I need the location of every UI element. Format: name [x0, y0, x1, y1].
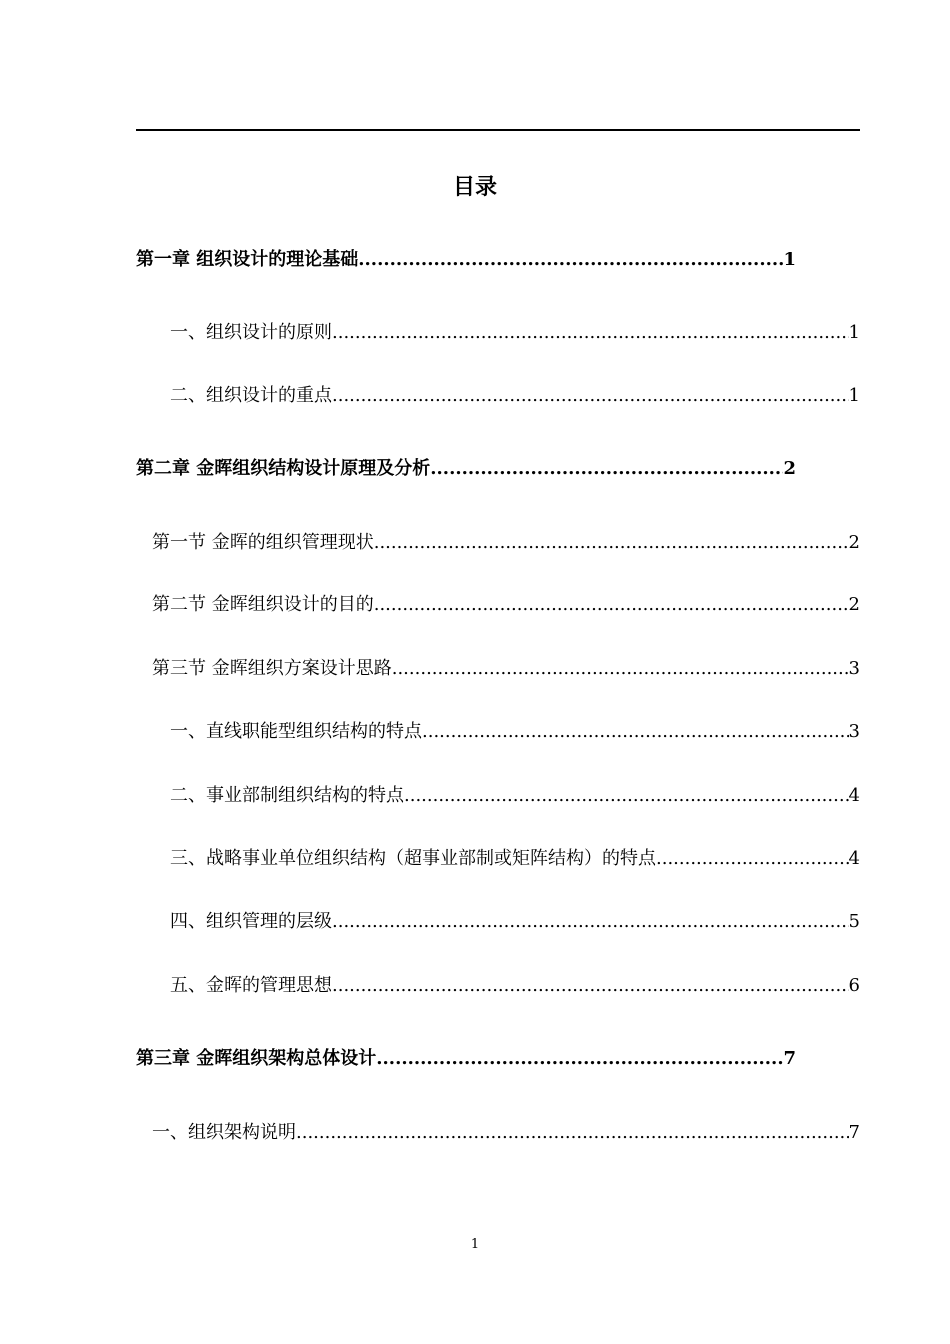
toc-entry-text: 二、组织设计的重点 — [170, 385, 332, 406]
leader-dots — [392, 656, 849, 682]
toc-entry[interactable] — [170, 320, 860, 346]
leader-dots — [332, 320, 849, 346]
leader-dots — [332, 909, 849, 935]
leader-dots — [430, 456, 783, 482]
toc-section[interactable] — [152, 592, 860, 618]
toc-entry-text: 第二节 金晖组织设计的目的 — [152, 594, 374, 615]
toc-entry[interactable] — [152, 1120, 860, 1146]
toc-entry-text: 一、直线职能型组织结构的特点 — [170, 721, 422, 742]
leader-dots — [404, 783, 849, 809]
header-rule — [136, 129, 860, 131]
toc-entry-text: 四、组织管理的层级 — [170, 911, 332, 932]
toc-entry[interactable] — [170, 846, 860, 872]
toc-page-number: 7 — [848, 1122, 860, 1143]
leader-dots — [376, 1046, 783, 1072]
leader-dots — [422, 719, 849, 745]
page-title: 目录 — [452, 175, 497, 200]
toc-page-number: 4 — [848, 848, 860, 869]
toc-page-number: 1 — [783, 249, 796, 270]
toc-entry-text: 第一章 组织设计的理论基础 — [136, 249, 359, 270]
toc-entry-text: 第二章 金晖组织结构设计原理及分析 — [136, 458, 431, 479]
leader-dots — [332, 383, 849, 409]
toc-chapter-2[interactable] — [136, 456, 796, 482]
toc-page-number: 5 — [848, 911, 860, 932]
toc-entry[interactable] — [170, 783, 860, 809]
toc-page-number: 1 — [848, 322, 860, 343]
leader-dots — [358, 247, 783, 273]
toc-entry-text: 第一节 金晖的组织管理现状 — [152, 532, 374, 553]
toc-page-number: 2 — [848, 532, 860, 553]
toc-section[interactable] — [152, 530, 860, 556]
toc-entry[interactable] — [170, 383, 860, 409]
toc-entry-text: 三、战略事业单位组织结构（超事业部制或矩阵结构）的特点 — [170, 848, 656, 869]
toc-page-number: 2 — [848, 594, 860, 615]
toc-page-number: 6 — [848, 975, 860, 996]
toc-page-number: 1 — [848, 385, 860, 406]
leader-dots — [296, 1120, 849, 1146]
toc-page-number: 3 — [848, 721, 860, 742]
toc-chapter-1[interactable] — [136, 247, 796, 273]
toc-entry[interactable] — [170, 973, 860, 999]
toc-entry-text: 二、事业部制组织结构的特点 — [170, 785, 404, 806]
leader-dots — [656, 846, 849, 872]
toc-entry[interactable] — [170, 719, 860, 745]
toc-entry-text: 第三章 金晖组织架构总体设计 — [136, 1048, 377, 1069]
leader-dots — [374, 530, 849, 556]
toc-page-number: 7 — [783, 1048, 796, 1069]
toc-page-number: 3 — [848, 658, 860, 679]
toc-entry-text: 五、金晖的管理思想 — [170, 975, 332, 996]
toc-entry[interactable] — [170, 909, 860, 935]
leader-dots — [332, 973, 849, 999]
toc-page-number: 4 — [848, 785, 860, 806]
footer-page-number: 1 — [470, 1237, 480, 1252]
toc-page-number: 2 — [783, 458, 796, 479]
toc-entry-text: 一、组织架构说明 — [152, 1122, 296, 1143]
toc-entry-text: 第三节 金晖组织方案设计思路 — [152, 658, 392, 679]
toc-section[interactable] — [152, 656, 860, 682]
toc-entry-text: 一、组织设计的原则 — [170, 322, 332, 343]
toc-chapter-3[interactable] — [136, 1046, 796, 1072]
leader-dots — [374, 592, 849, 618]
